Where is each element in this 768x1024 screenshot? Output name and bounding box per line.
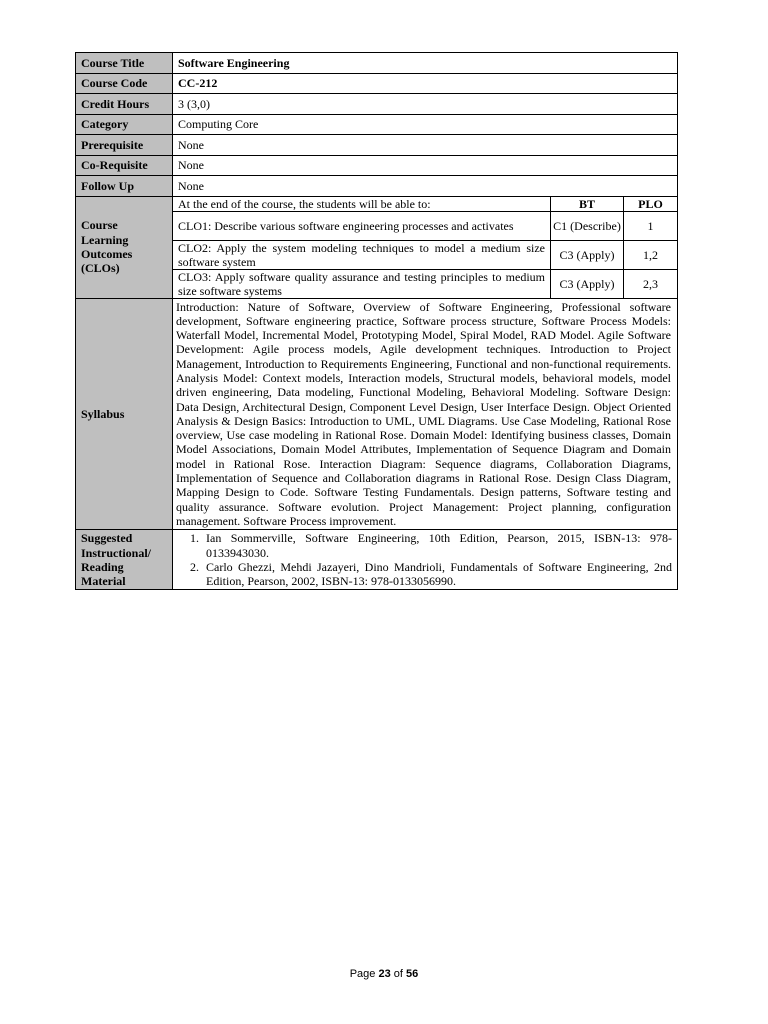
- reading-item: 2. Carlo Ghezzi, Mehdi Jazayeri, Dino Mandrioli, Fundamentals of Software Engineering, 2nd Edition, Pearson, 2002, ISBN-13: 978-0133056990.: [202, 560, 672, 589]
- syllabus-label: Syllabus: [76, 298, 173, 530]
- clo-plo: 2,3: [624, 269, 678, 298]
- row-category: [76, 114, 678, 135]
- bt-header: BT: [551, 197, 624, 212]
- credit-hours-value: 3 (3,0): [173, 94, 678, 115]
- clo-text: CLO1: Describe various software engineering processes and activates: [173, 211, 551, 240]
- clos-cell: [173, 196, 678, 298]
- materials-cell: [173, 530, 678, 590]
- course-title-label: Course Title: [76, 53, 173, 74]
- row-syllabus: [76, 298, 678, 530]
- page-current: 23: [378, 968, 391, 980]
- clo-table: [173, 197, 677, 298]
- clo-text: CLO3: Apply software quality assurance and testing principles to medium size software systems: [173, 269, 551, 298]
- corequisite-value: None: [173, 155, 678, 176]
- clos-label: Course Learning Outcomes (CLOs): [76, 196, 173, 298]
- course-spec-document: [75, 52, 678, 590]
- prerequisite-label: Prerequisite: [76, 135, 173, 156]
- materials-label: Suggested Instructional/ Reading Material: [76, 530, 173, 590]
- reading-item: 1. Ian Sommerville, Software Engineering, 10th Edition, Pearson, 2015, ISBN-13: 978-0133943030.: [202, 531, 672, 560]
- row-corequisite: [76, 155, 678, 176]
- row-clos: [76, 196, 678, 298]
- clo-row: [173, 269, 677, 298]
- page-prefix: Page: [349, 968, 379, 980]
- row-materials: [76, 530, 678, 590]
- clo-bt: C3 (Apply): [551, 240, 624, 269]
- clo-text: CLO2: Apply the system modeling techniques to model a medium size software system: [173, 240, 551, 269]
- clo-header-row: [173, 197, 677, 212]
- page-of: of: [390, 968, 407, 980]
- clo-bt: C3 (Apply): [551, 269, 624, 298]
- credit-hours-label: Credit Hours: [76, 94, 173, 115]
- row-follow-up: [76, 176, 678, 197]
- page-total: 56: [406, 968, 419, 980]
- category-value: Computing Core: [173, 114, 678, 135]
- follow-up-label: Follow Up: [76, 176, 173, 197]
- clo-row: [173, 211, 677, 240]
- prerequisite-value: None: [173, 135, 678, 156]
- course-code-label: Course Code: [76, 73, 173, 94]
- clo-bt: C1 (Describe): [551, 211, 624, 240]
- row-course-code: [76, 73, 678, 94]
- course-spec-table: [75, 52, 678, 590]
- row-prerequisite: [76, 135, 678, 156]
- corequisite-label: Co-Requisite: [76, 155, 173, 176]
- plo-header: PLO: [624, 197, 678, 212]
- course-title-value: Software Engineering: [173, 53, 678, 74]
- course-code-value: CC-212: [173, 73, 678, 94]
- clo-row: [173, 240, 677, 269]
- clo-plo: 1: [624, 211, 678, 240]
- follow-up-value: None: [173, 176, 678, 197]
- clo-plo: 1,2: [624, 240, 678, 269]
- syllabus-text: Introduction: Nature of Software, Overview of Software Engineering, Professional software development, Software engineering practice, Software process structure, Software Process Models: Waterfall Model, Incremental Model, Prototyping Model, Spiral Model, RAD Model. Agile Software Development: Agile process models, Agile development techniques. Introduction to Project Management, Introduction to Requirements Engineering, Functional and non-functional requirements. Analysis Model: Context models, Interaction models, Structural models, behavioral models, model driven engineering, Data modeling, Functional Modeling, Behavioral Modeling. Software Design: Data Design, Architectural Design, Component Level Design, User Interface Design. Object Oriented Analysis & Design Basics: Introduction to UML, UML Diagrams. Use Case Modeling, Rational Rose overview, Use case modeling in Rational Rose. Domain Model: Identifying business classes, Domain Model Associations, Domain Model Attributes, Implementation of Sequence Diagram and Domain model in Rational Rose. Interaction Diagram: Sequence diagrams, Collaboration Diagrams, Implementation of Sequence and Collaboration diagrams in Rational Rose. Design Class Diagram, Mapping Design to Code. Software Testing Fundamentals. Design patterns, Software testing and quality assurance. Software evolution. Project Management: Project planning, configuration management. Software Process improvement.: [173, 298, 678, 530]
- reading-list: [178, 531, 672, 588]
- page-number: [0, 968, 768, 980]
- clo-intro: At the end of the course, the students will be able to:: [173, 197, 551, 212]
- category-label: Category: [76, 114, 173, 135]
- row-credit-hours: [76, 94, 678, 115]
- row-course-title: [76, 53, 678, 74]
